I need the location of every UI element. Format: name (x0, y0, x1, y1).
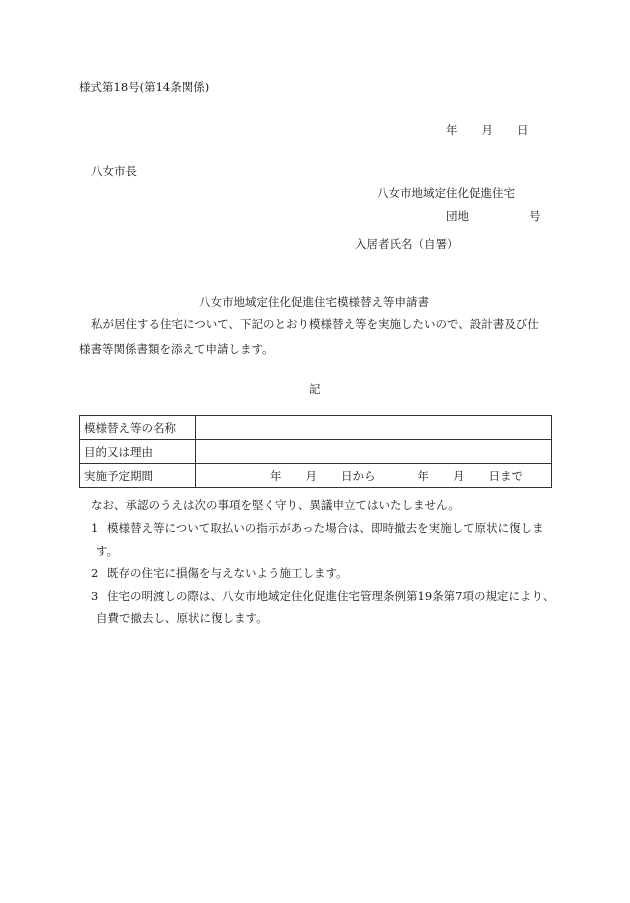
to-year: 年 (417, 468, 429, 483)
body-text-line2: 様書等関係書類を添えて申請します。 (79, 342, 274, 356)
purpose-field[interactable] (196, 440, 552, 464)
from-month: 月 (305, 468, 317, 483)
to-suffix: 日まで (488, 468, 523, 483)
renovation-name-field[interactable] (196, 416, 552, 440)
ki-heading: 記 (309, 382, 321, 396)
note-number: 3 (91, 589, 99, 603)
note-item-3 (91, 590, 554, 604)
body-text-line1: 私が居住する住宅について、下記のとおり模様替え等を実施したいので、設計書及び仕 (91, 317, 539, 331)
schedule-period-field[interactable] (196, 464, 552, 488)
date-month: 月 (481, 123, 493, 137)
note-item-1 (91, 522, 544, 536)
complex-unit-line (446, 210, 541, 224)
note-text: 既存の住宅に損傷を与えないよう施工します。 (107, 566, 348, 580)
row-label: 模様替え等の名称 (80, 416, 196, 440)
row-label: 実施予定期間 (80, 464, 196, 488)
note-number: 2 (91, 566, 99, 580)
notes-intro: なお、承認のうえは次の事項を堅く守り、異議申立てはいたしません。 (91, 498, 460, 512)
note-item-1-cont: す。 (96, 544, 119, 558)
from-suffix: 日から (341, 468, 376, 483)
housing-complex-label: 八女市地域定住化促進住宅 (377, 186, 515, 200)
to-month: 月 (453, 468, 465, 483)
detail-table (79, 415, 552, 488)
addressee: 八女市長 (91, 164, 137, 178)
from-year: 年 (270, 468, 282, 483)
table-row (80, 440, 552, 464)
form-number: 様式第18号(第14条関係) (79, 80, 210, 94)
row-label: 目的又は理由 (80, 440, 196, 464)
date-year: 年 (446, 123, 458, 137)
table-row (80, 464, 552, 488)
date-day: 日 (517, 123, 529, 137)
unit-suffix: 号 (529, 209, 541, 223)
note-item-3-cont: 自費で撤去し、原状に復します。 (96, 611, 268, 625)
note-text: 模様替え等について取払いの指示があった場合は、即時撤去を実施して原状に復しま (107, 521, 544, 535)
note-item-2 (91, 567, 348, 581)
table-row (80, 416, 552, 440)
note-text: 住宅の明渡しの際は、八女市地域定住化促進住宅管理条例第19条第7項の規定により、 (107, 589, 555, 603)
document-title: 八女市地域定住化促進住宅模様替え等申請書 (199, 295, 429, 309)
note-number: 1 (91, 521, 99, 535)
date-line (446, 124, 529, 138)
applicant-signature-label: 入居者氏名（自署） (355, 237, 459, 251)
complex-suffix: 団地 (446, 209, 469, 223)
